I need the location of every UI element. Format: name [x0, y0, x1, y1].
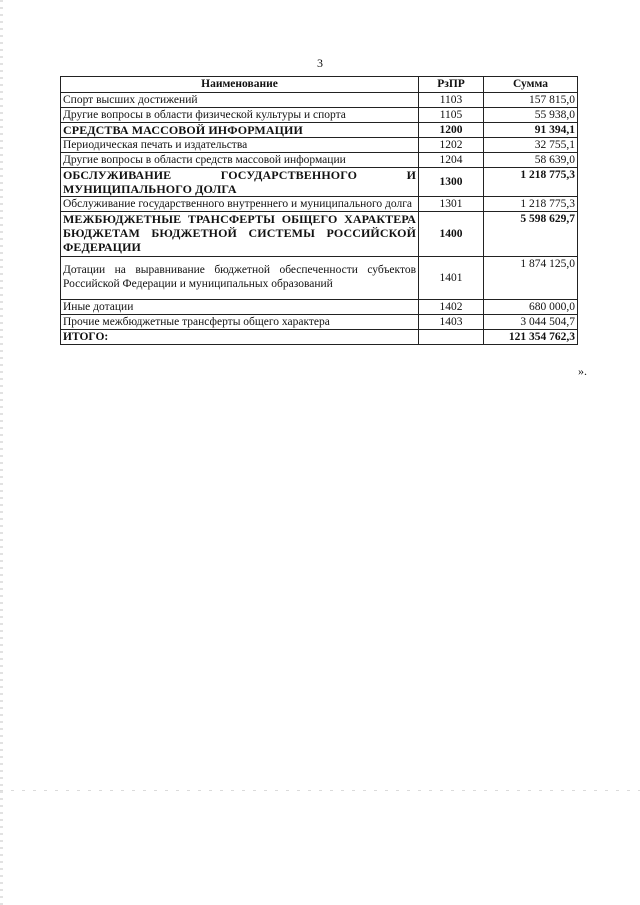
row-name: Периодическая печать и издательства: [61, 138, 419, 153]
row-sum: 91 394,1: [484, 123, 578, 138]
row-sum: 157 815,0: [484, 93, 578, 108]
row-name: ОБСЛУЖИВАНИЕ ГОСУДАРСТВЕННОГО И МУНИЦИПАЛЬНОГО ДОЛГА: [61, 168, 419, 197]
row-code: 1200: [419, 123, 484, 138]
table-row-section: [61, 212, 578, 257]
row-sum: 1 218 775,3: [484, 197, 578, 212]
closing-quote: ».: [578, 364, 587, 378]
page-number: 3: [317, 56, 323, 70]
row-code: 1300: [419, 168, 484, 197]
row-sum: 58 639,0: [484, 153, 578, 168]
row-name: Другие вопросы в области физической культуры и спорта: [61, 108, 419, 123]
row-sum: 1 218 775,3: [484, 168, 578, 197]
row-name: ИТОГО:: [61, 330, 419, 345]
table-row: [61, 300, 578, 315]
row-code: 1105: [419, 108, 484, 123]
row-sum: 32 755,1: [484, 138, 578, 153]
header-name: Наименование: [61, 77, 419, 93]
header-code: РзПР: [419, 77, 484, 93]
budget-table-container: [60, 76, 578, 345]
table-row-total: [61, 330, 578, 345]
row-sum: 5 598 629,7: [484, 212, 578, 257]
row-name: Дотации на выравнивание бюджетной обеспеченности субъектов Российской Федерации и муниципальных образований: [61, 257, 419, 300]
row-sum: 55 938,0: [484, 108, 578, 123]
scan-edge-artifact: [0, 0, 3, 905]
row-name: Обслуживание государственного внутреннего и муниципального долга: [61, 197, 419, 212]
table-row-section: [61, 168, 578, 197]
row-sum: 680 000,0: [484, 300, 578, 315]
table-row: [61, 108, 578, 123]
table-row: [61, 153, 578, 168]
row-code: 1202: [419, 138, 484, 153]
row-name: Прочие межбюджетные трансферты общего характера: [61, 315, 419, 330]
row-name: СРЕДСТВА МАССОВОЙ ИНФОРМАЦИИ: [61, 123, 419, 138]
row-code: 1301: [419, 197, 484, 212]
row-code: [419, 330, 484, 345]
row-code: 1400: [419, 212, 484, 257]
row-sum: 1 874 125,0: [484, 257, 578, 300]
scan-line-artifact: [0, 790, 640, 791]
table-row-section: [61, 123, 578, 138]
row-name: Другие вопросы в области средств массовой информации: [61, 153, 419, 168]
row-code: 1204: [419, 153, 484, 168]
row-code: 1103: [419, 93, 484, 108]
row-code: 1401: [419, 257, 484, 300]
row-name: Спорт высших достижений: [61, 93, 419, 108]
budget-table: [60, 76, 578, 345]
header-sum: Сумма: [484, 77, 578, 93]
table-row: [61, 197, 578, 212]
table-row: [61, 138, 578, 153]
row-sum: 121 354 762,3: [484, 330, 578, 345]
row-sum: 3 044 504,7: [484, 315, 578, 330]
row-name: Иные дотации: [61, 300, 419, 315]
row-code: 1403: [419, 315, 484, 330]
table-row: [61, 93, 578, 108]
table-row: [61, 315, 578, 330]
table-row: [61, 257, 578, 300]
row-code: 1402: [419, 300, 484, 315]
row-name: МЕЖБЮДЖЕТНЫЕ ТРАНСФЕРТЫ ОБЩЕГО ХАРАКТЕРА БЮДЖЕТАМ БЮДЖЕТНОЙ СИСТЕМЫ РОССИЙСКОЙ ФЕДЕРАЦИИ: [61, 212, 419, 257]
table-header-row: [61, 77, 578, 93]
